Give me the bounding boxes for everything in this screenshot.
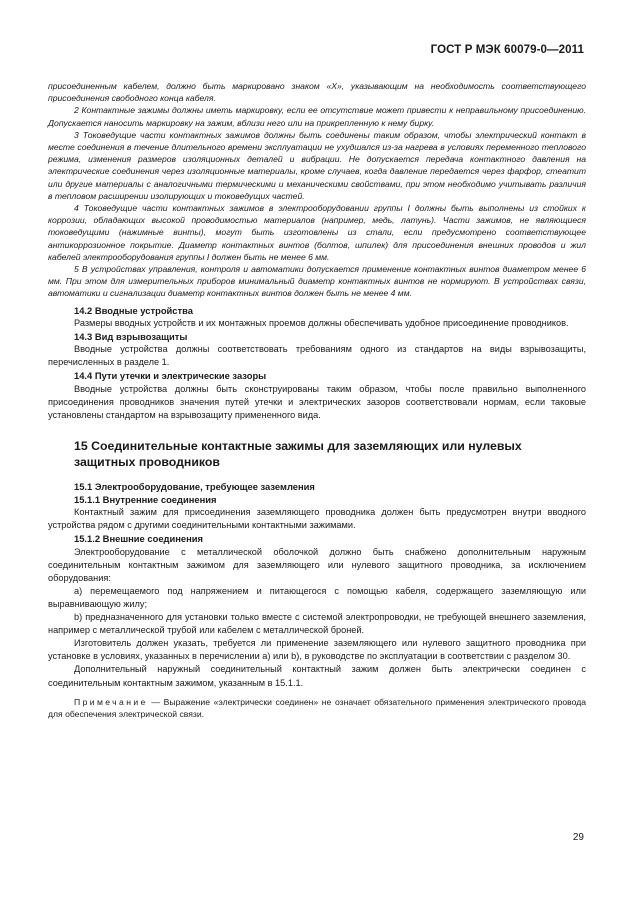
note-text: Выражение «электрически соединен» не означает обязательного применения электрического провода для обеспечения электрической связи. [48,696,586,719]
footnote-note [48,696,586,720]
heading-14-4: 14.4 Пути утечки и электрические зазоры [74,370,267,382]
note-label: Примечание [74,696,148,707]
standard-header: ГОСТ Р МЭК 60079-0—2011 [430,44,584,56]
text-14-3: Вводные устройства должны соответствовать требованиям одного из стандартов на виды взрывозащиты, перечисленных в разделе 1. [48,344,586,368]
heading-15-1-2: 15.1.2 Внешние соединения [74,533,204,545]
page-content [48,80,586,720]
heading-14-2: 14.2 Вводные устройства [74,304,193,316]
note-2: 2 Контактные зажимы должны иметь маркировку, если ее отсутствие может привести к неправильному присоединению. Допускается наносить маркировку на зажим, вблизи него или на прикрепленную к нему бирку. [48,105,586,128]
heading-15-1: 15.1 Электрооборудование, требующее заземления [74,480,315,492]
text-14-4: Вводные устройства должны быть сконструированы таким образом, чтобы после правильно выполненного присоединения проводников значения путей утечки и электрических зазоров соответствовали нормам, если таковые установлены стандартом на взрывозащиту примененного вида. [48,383,586,420]
list-item-b: b) предназначенного для установки только вместе с системой электропроводки, не требующей внешнего заземления, например с металлической трубой или кабелем с металлической броней. [48,612,586,636]
note-3: 3 Токоведущие части контактных зажимов должны быть соединены таким образом, чтобы электрический контакт в месте соединения в течение длительного времени эксплуатации не ухудшался из-за нагрева в условиях переменного теплового режима, изменения размеров изоляционных деталей и вибрации. Не допускается передача контактного давления на электрические соединения через изоляционные материалы, кроме случаев, когда давление передается через фарфор, стеатит или другие материалы с аналогичными термическими и механическими свойствами, при этом необходимо учитывать различия в тепловом расширении изолирующих и токоведущих частей. [48,129,586,201]
note-4: 4 Токоведущие части контактных зажимов в электрооборудовании группы I должны быть выполнены из стойких к коррозии, обладающих высокой проводимостью материалов (например, медь, латунь). Части зажимов, не являющиеся токоведущими (нажимные винты), могут быть изготовлены из стали, если предусмотрено соответствующее антикоррозионное покрытие. Диаметр контактных винтов (болтов, шпилек) для присоединения внешних проводов и жил кабелей электрооборудования группы I должен быть не менее 6 мм. [48,203,586,262]
heading-15-1-1: 15.1.1 Внутренние соединения [74,494,217,506]
list-item-a: а) перемещаемого под напряжением и питающегося с помощью кабеля, содержащего заземляющую или выравнивающую жилу; [48,585,586,609]
page-number: 29 [572,832,584,843]
text-15-1-2: Электрооборудование с металлической оболочкой должно быть снабжено дополнительным наружным соединительным контактным зажимом для заземляющего или нулевого защитного проводника, за исключением оборудования: [48,546,586,583]
text-15-1-1: Контактный зажим для присоединения заземляющего проводника должен быть предусмотрен внутри вводного устройства рядом с другими соединительными контактными зажимами. [48,507,586,531]
note-dash: — [147,696,164,707]
note-continuation: присоединенным кабелем, должно быть маркировано знаком «X», указывающим на необходимость соответствующего присоединения свободного конца кабеля. [48,81,586,104]
heading-14-3: 14.3 Вид взрывозащиты [74,330,188,342]
section-15-heading: 15 Соединительные контактные зажимы для заземляющих или нулевых защитных проводников [74,438,522,469]
note-5: 5 В устройствах управления, контроля и автоматики допускается применение контактных винтов диаметром менее 6 мм. При этом для измерительных приборов минимальный диаметр контактных винтов не нормируют. В устройствах связи, автоматики и сигнализации диаметр контактных винтов должен быть не менее 4 мм. [48,264,586,299]
manufacturer-paragraph: Изготовитель должен указать, требуется ли применение заземляющего или нулевого защитного проводника при установке в условиях, указанных в перечислении а) или b), в руководстве по эксплуатации в соответствии с разделом 30. [48,638,586,662]
text-14-2: Размеры вводных устройств и их монтажных проемов должны обеспечивать удобное присоединение проводников. [74,317,569,328]
additional-terminal-paragraph: Дополнительный наружный соединительный контактный зажим должен быть электрически соединен с соединительным контактным зажимом, указанным в 15.1.1. [48,664,586,688]
